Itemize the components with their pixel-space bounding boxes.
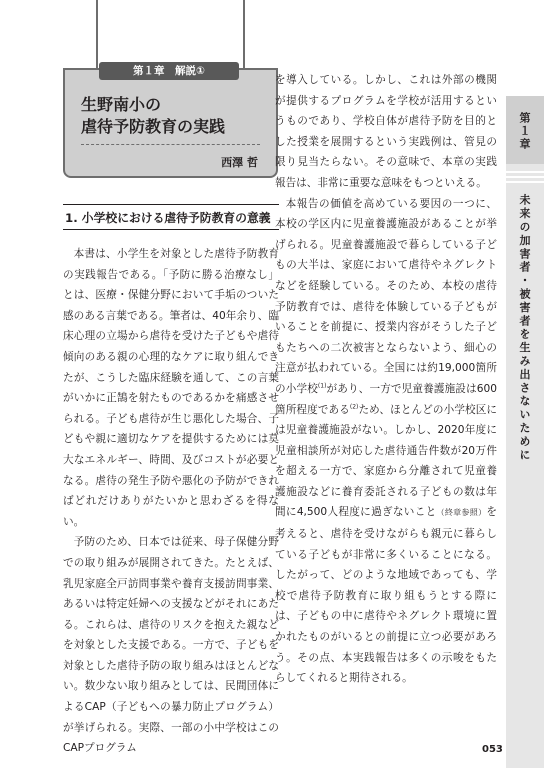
left-paragraph-1: 本書は、小学生を対象とした虐待予防教育の実践報告である。「予防に勝る治療なし」とは、医療・保健分野において手垢のついた感のある言葉である。筆者は、40年余り、臨床心理の立場から虐待を受けた子どもや虐待傾向のある親の心理的なケアに取り組んできたが、こうした臨床経験を通して、この言葉がいかに正鵠を射たものであるかを痛感させられる。子ども虐待が生じ悪化した場合、子どもや親に適切なケアを提供するためには莫大なエネルギー、時間、及びコストが必要となる。虐待の発生予防や悪化の予防ができればどれだけありがたいかと思わざるを得ない。 — [63, 248, 279, 528]
author-name: 西澤 哲 — [221, 156, 258, 169]
left-paragraph-2: 予防のため、日本では従来、母子保健分野での取り組みが展開されてきた。たとえば、乳児家庭全戸訪問事業や養育支援訪問事業、あるいは特定妊婦への支援などがそれにあたる。これらは、虐待のリスクを抱えた親などを対象とした支援である。一方で、子どもを対象とした虐待予防の取り組みはほとんどない。数少ない取り組みとしては、民間団体によるCAP（子どもへの暴力防止プログラム）が挙げられる。実際、一部の小中学校はこのCAPプログラム — [63, 536, 279, 755]
right-paragraph-2-part-2: があり、一方で児童養護施設は600箇所程度である — [275, 382, 497, 416]
sidebar-chapter-label: 第１章 — [518, 112, 531, 151]
right-paragraph-2 — [275, 194, 497, 689]
hanging-line-left — [96, 0, 98, 70]
right-text-column — [275, 70, 497, 689]
chapter-title — [81, 94, 225, 138]
right-paragraph-2-part-4: を考えると、虐待を受けながらも親元に暮らしている子どもが非常に多くいることになる。したがって、どのような地域であっても、学校で虐待予防教育に取り組もうとする際には、子どもの中に虐待やネグレクト環境に置かれたものがいるとの前提に立つ必要があろう。その点、本実践報告は多くの示唆をもたらしてくれると期待される。 — [275, 506, 498, 685]
right-paragraph-2-part-3: ため、ほとんどの小学校区には児童養護施設がない。しかし、2020年度に児童相談所が対応した虐待通告件数が20万件を超える一方で、家庭から分離されて児童養護施設などに養育委託される子どもの数は年間に4,500人程度に過ぎないこと — [275, 403, 497, 519]
footnote-marker-1: (1) — [317, 382, 327, 390]
hanging-line-right — [243, 0, 245, 70]
right-paragraph-2-part-1: 本報告の価値を高めている要因の一つに、本校の学区内に児童養護施設があることが挙げられる。児童養護施設で暮らしている子どもの大半は、家庭において虐待やネグレクトなどを経験している。そのため、本校の虐待予防教育では、虐待を体験している子どもがいることを前提に、授業内容がそうした子どもたちへの二次被害とならないよう、細心の注意が払われている。全国には約19,000箇所の小学校 — [275, 197, 497, 395]
footnote-marker-2: (2) — [349, 402, 359, 410]
section-heading: 1. 小学校における虐待予防教育の意義 — [63, 204, 279, 230]
cross-reference: （終章参照） — [436, 508, 487, 518]
page-number: 053 — [482, 744, 503, 755]
right-paragraph-1: を導入している。しかし、これは外部の機関が提供するプログラムを学校が活用するというものであり、学校自体が虐待予防を目的とした授業を展開するという実践例は、管見の限り見当たらない。その意味で、本章の実践報告は、非常に重要な意味をもつといえる。 — [275, 74, 497, 189]
chapter-title-box — [63, 65, 278, 178]
title-divider — [81, 144, 260, 145]
chapter-tab-label: 第１章 解説① — [99, 62, 239, 80]
left-text-column — [63, 244, 279, 759]
sidebar-stripes — [506, 168, 544, 183]
sidebar-chapter-title: 未来の加害者・被害者を生み出さないために — [518, 194, 531, 462]
chapter-title-line-1: 生野南小の — [81, 95, 162, 114]
chapter-title-line-2: 虐待予防教育の実践 — [81, 117, 226, 136]
